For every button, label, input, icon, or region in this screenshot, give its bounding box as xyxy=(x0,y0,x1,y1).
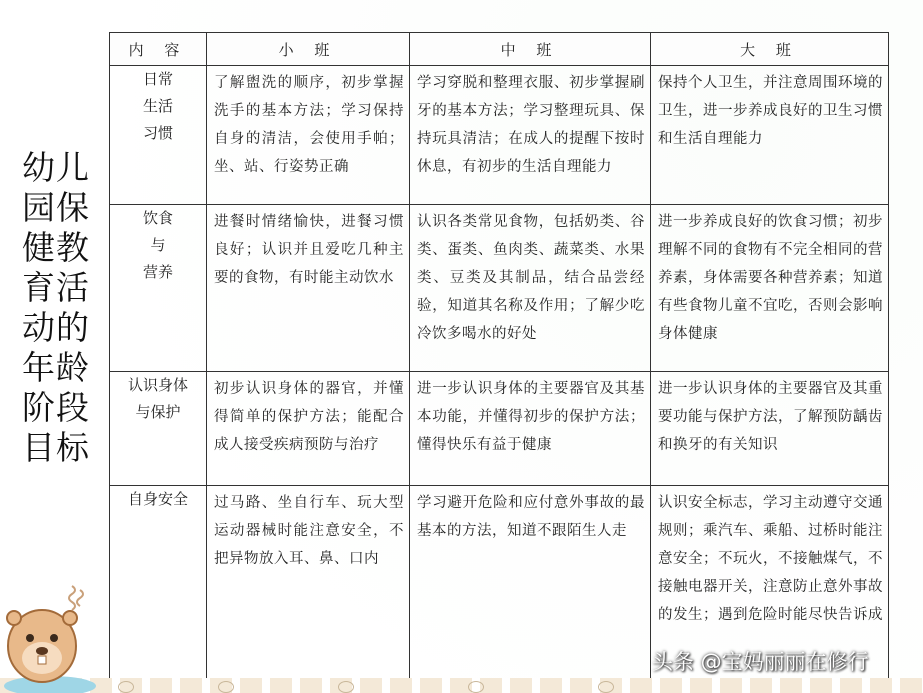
cell-large: 进一步认识身体的主要器官及其重要功能与保护方法，了解预防龋齿和换牙的有关知识 xyxy=(651,372,889,486)
cell-middle: 学习避开危险和应付意外事故的最基本的方法，知道不跟陌生人走 xyxy=(410,486,651,682)
header-middle-class: 中 班 xyxy=(410,33,651,66)
table-row xyxy=(110,66,889,205)
beaver-mascot-icon xyxy=(0,576,100,693)
cell-small: 过马路、坐自行车、玩大型运动器械时能注意安全，不把异物放入耳、鼻、口内 xyxy=(207,486,410,682)
swirl-icon xyxy=(338,681,354,693)
table-row xyxy=(110,372,889,486)
cell-small: 初步认识身体的器官，并懂得简单的保护方法；能配合成人接受疾病预防与治疗 xyxy=(207,372,410,486)
cell-middle: 认识各类常见食物，包括奶类、谷类、蛋类、鱼肉类、蔬菜类、水果类、豆类及其制品，结合品尝经验，知道其名称及作用；了解少吃冷饮多喝水的好处 xyxy=(410,205,651,372)
cell-small: 进餐时情绪愉快，进餐习惯良好；认识并且爱吃几种主要的食物，有时能主动饮水 xyxy=(207,205,410,372)
table-row xyxy=(110,205,889,372)
footer-decoration xyxy=(0,678,923,693)
watermark-text: 头条 @宝妈丽丽在修行 xyxy=(652,650,869,674)
slide-title: 幼儿园保健教育活动的年龄阶段目标 xyxy=(22,148,90,467)
category-daily-habits: 日常 生活 习惯 xyxy=(110,66,207,205)
category-self-safety: 自身安全 xyxy=(110,486,207,682)
swirl-icon xyxy=(468,681,484,693)
category-diet-nutrition: 饮食 与 营养 xyxy=(110,205,207,372)
header-content: 内 容 xyxy=(110,33,207,66)
cell-large: 进一步养成良好的饮食习惯；初步理解不同的食物有不完全相同的营养素，身体需要各种营养素；知道有些食物儿童不宜吃，否则会影响身体健康 xyxy=(651,205,889,372)
cell-small: 了解盥洗的顺序，初步掌握洗手的基本方法；学习保持自身的清洁，会使用手帕；坐、站、行姿势正确 xyxy=(207,66,410,205)
header-small-class: 小 班 xyxy=(207,33,410,66)
cell-middle: 进一步认识身体的主要器官及其基本功能，并懂得初步的保护方法；懂得快乐有益于健康 xyxy=(410,372,651,486)
header-large-class: 大 班 xyxy=(651,33,889,66)
table-header-row xyxy=(110,33,889,66)
category-body-protection: 认识身体 与保护 xyxy=(110,372,207,486)
cell-large: 认识安全标志，学习主动遵守交通规则；乘汽车、乘船、过桥时能注意安全；不玩火，不接触煤气，不接触电器开关，注意防止意外事故的发生；遇到危险时能尽快告诉成 xyxy=(651,486,889,682)
swirl-icon xyxy=(218,681,234,693)
cell-middle: 学习穿脱和整理衣服、初步掌握刷牙的基本方法；学习整理玩具、保持玩具清洁；在成人的提醒下按时休息，有初步的生活自理能力 xyxy=(410,66,651,205)
swirl-icon xyxy=(598,681,614,693)
age-goals-table xyxy=(109,32,889,682)
swirl-icon xyxy=(118,681,134,693)
cell-large: 保持个人卫生，并注意周围环境的卫生，进一步养成良好的卫生习惯和生活自理能力 xyxy=(651,66,889,205)
